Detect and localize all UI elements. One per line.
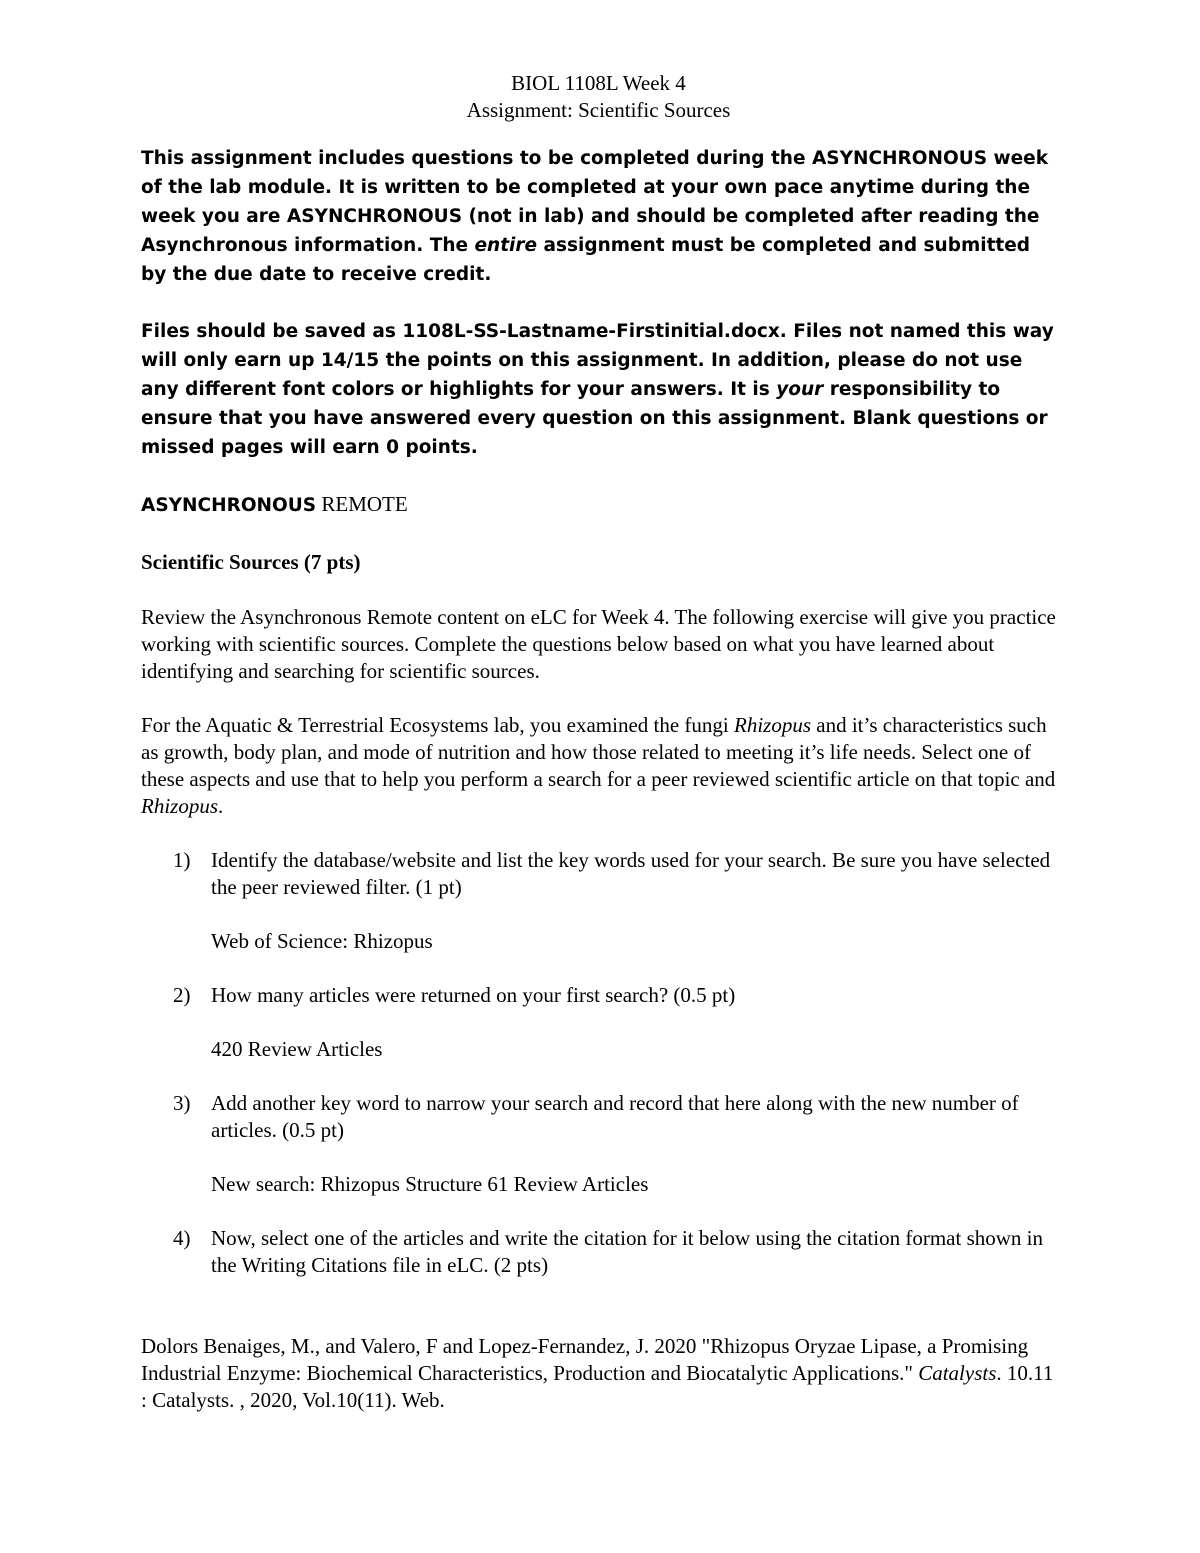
document-header (141, 70, 1056, 124)
question-item-4 (141, 1225, 1056, 1279)
answer-2[interactable]: 420 Review Articles (211, 1037, 383, 1061)
question-list (141, 847, 1056, 1279)
section-heading-part1: ASYNCHRONOUS (141, 495, 317, 516)
question-text: Now, select one of the articles and write the citation for it below using the citation format shown in the Writing Citations file in eLC. (2 pts) (211, 1226, 1043, 1277)
question-number: 1) (173, 848, 191, 872)
question-number: 4) (173, 1226, 191, 1250)
section-title: Scientific Sources (7 pts) (141, 550, 361, 574)
citation-text-a: Dolors Benaiges, M., and Valero, F and Lopez-Fernandez, J. 2020 "Rhizopus Oryzae Lipase, a Promising Industrial Enzyme: Biochemical Characteristics, Production and Biocatalytic Applications." (141, 1334, 1029, 1385)
intro-paragraph-2 (141, 317, 1056, 462)
citation-journal: Catalysts (918, 1361, 997, 1385)
question-text: Identify the database/website and list the key words used for your search. Be sure you have selected the peer reviewed filter. (1 pt) (211, 848, 1051, 899)
intro-p2-text-a: Files should be saved as 1108L-SS-Lastname-Firstinitial.docx. Files not named this way will only earn up 14/15 the points on this assignment. In addition, please do not use any different font colors or highlights for your answers. It is (141, 321, 1054, 400)
question-number: 3) (173, 1091, 191, 1115)
aquatic-text-c: . (218, 794, 224, 818)
answer-3[interactable]: New search: Rhizopus Structure 61 Review Articles (211, 1172, 649, 1196)
question-number: 2) (173, 983, 191, 1007)
section-heading-part2: REMOTE (316, 492, 408, 516)
answer-1[interactable]: Web of Science: Rhizopus (211, 929, 433, 953)
aquatic-emphasis-2: Rhizopus (141, 794, 219, 818)
citation-answer[interactable] (141, 1333, 1056, 1414)
question-text: How many articles were returned on your first search? (0.5 pt) (211, 983, 736, 1007)
citation-text-b: . 10.11 : Catalysts. , 2020, Vol.10(11). Web. (141, 1361, 1054, 1412)
document-body (141, 70, 1056, 1414)
intro-p1-text-a: This assignment includes questions to be completed during the ASYNCHRONOUS week of the lab module. It is written to be completed at your own pace anytime during the week you are ASYNCHRONOUS (not in lab) and should be completed after reading the Asynchronous information. The (141, 148, 1048, 256)
intro-paragraph-1 (141, 144, 1056, 289)
aquatic-text-b: and it’s characteristics such as growth, body plan, and mode of nutrition and how those related to meeting it’s life needs. Select one of these aspects and use that to help you perform a search for a peer reviewed scientific article on that topic and (141, 713, 1056, 791)
question-item-3 (141, 1090, 1056, 1144)
aquatic-paragraph (141, 712, 1056, 820)
question-item-2 (141, 982, 1056, 1009)
question-text: Add another key word to narrow your search and record that here along with the new number of articles. (0.5 pt) (211, 1091, 1019, 1142)
course-title: BIOL 1108L Week 4 (511, 71, 686, 95)
intro-p1-text-b: assignment must be completed and submitted by the due date to receive credit. (141, 235, 1031, 285)
intro-p2-text-b: responsibility to ensure that you have answered every question on this assignment. Blank questions or missed pages will earn 0 points. (141, 379, 1048, 458)
aquatic-text-a: For the Aquatic & Terrestrial Ecosystems lab, you examined the fungi (141, 713, 735, 737)
section-heading-asynchronous (141, 490, 1056, 521)
question-item-1 (141, 847, 1056, 901)
intro-p2-emphasis: your (776, 379, 824, 400)
assignment-title: Assignment: Scientific Sources (466, 98, 731, 122)
aquatic-emphasis-1: Rhizopus (734, 713, 812, 737)
intro-p1-emphasis: entire (474, 235, 538, 256)
review-paragraph: Review the Asynchronous Remote content on eLC for Week 4. The following exercise will give you practice working with scientific sources. Complete the questions below based on what you have learned about identifying and searching for scientific sources. (141, 605, 1056, 683)
